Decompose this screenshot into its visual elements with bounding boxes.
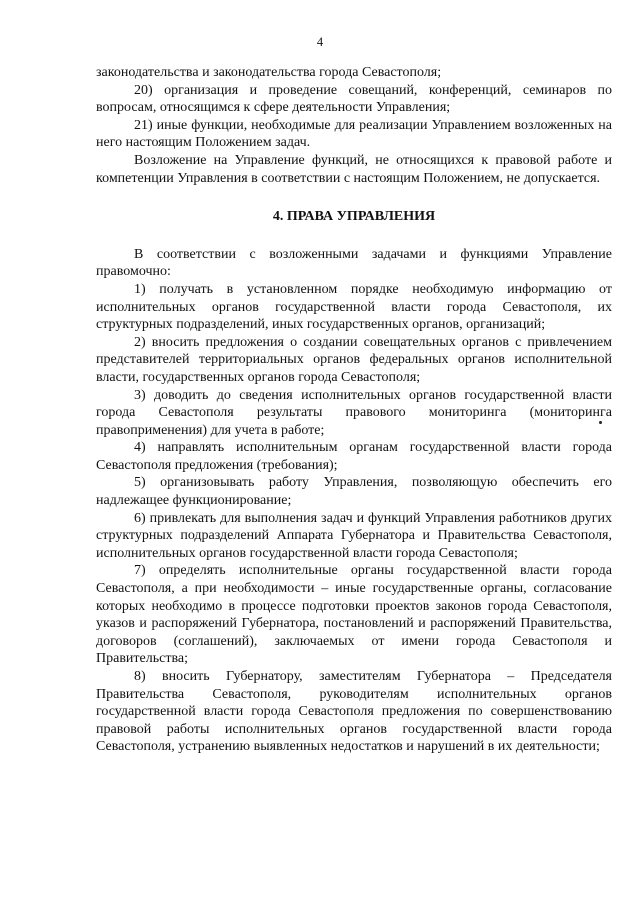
paragraph-item-20: 20) организация и проведение совещаний, конференций, семинаров по вопросам, относящимся к сфере деятельности Управления; [96, 82, 612, 116]
section-heading: 4. ПРАВА УПРАВЛЕНИЯ [272, 209, 436, 225]
section-intro: В соответствии с возложенными задачами и функциями Управление правомочно: [96, 246, 612, 280]
right-item-1: 1) получать в установленном порядке необходимую информацию от исполнительных органов государственной власти города Севастополя, их структурных подразделений, иных государственных органов, организаций; [96, 281, 612, 333]
right-item-7: 7) определять исполнительные органы государственной власти города Севастополя, а при необходимости – иные государственные органы, согласование которых необходимо в процессе подготовки проектов законов города Севастополя, указов и распоряжений Губернатора, постановлений и распоряжений Правительства, договоров (соглашений), заключаемых от имени города Севастополя и Правительства; [96, 563, 612, 667]
page-number: 4 [316, 35, 324, 49]
right-item-2: 2) вносить предложения о создании совещательных органов с привлечением представителей территориальных органов федеральных органов исполнительной власти, государственных органов города Севастополя; [96, 334, 612, 385]
right-item-4: 4) направлять исполнительным органам государственной власти города Севастополя предложения (требования); [96, 440, 612, 473]
paragraph-item-21: 21) иные функции, необходимые для реализации Управлением возложенных на него настоящим Положением задач. [96, 117, 612, 151]
paragraph-continuation: законодательства и законодательства города Севастополя; [96, 65, 442, 80]
paragraph-restriction: Возложение на Управление функций, не относящихся к правовой работе и компетенции Управления в соответствии с настоящим Положением, не допускается. [96, 152, 612, 186]
right-item-5: 5) организовывать работу Управления, позволяющую обеспечить его надлежащее функционирование; [96, 475, 612, 509]
document-body [96, 64, 612, 756]
right-item-3: 3) доводить до сведения исполнительных органов государственной власти города Севастополя результаты правового мониторинга (мониторинга правоприменения) для учета в работе; [96, 387, 612, 438]
scan-speck [599, 421, 602, 424]
right-item-8: 8) вносить Губернатору, заместителям Губернатора – Председателя Правительства Севастополя, руководителям исполнительных органов государственной власти города Севастополя предложения по совершенствованию правовой работы исполнительных органов государственной власти города Севастополя, устранению выявленных недостатков и нарушений в их деятельности; [96, 669, 612, 755]
right-item-6: 6) привлекать для выполнения задач и функций Управления работников других структурных подразделений Аппарата Губернатора и Правительства Севастополя, исполнительных органов государственной власти города Севастополя; [96, 510, 612, 561]
